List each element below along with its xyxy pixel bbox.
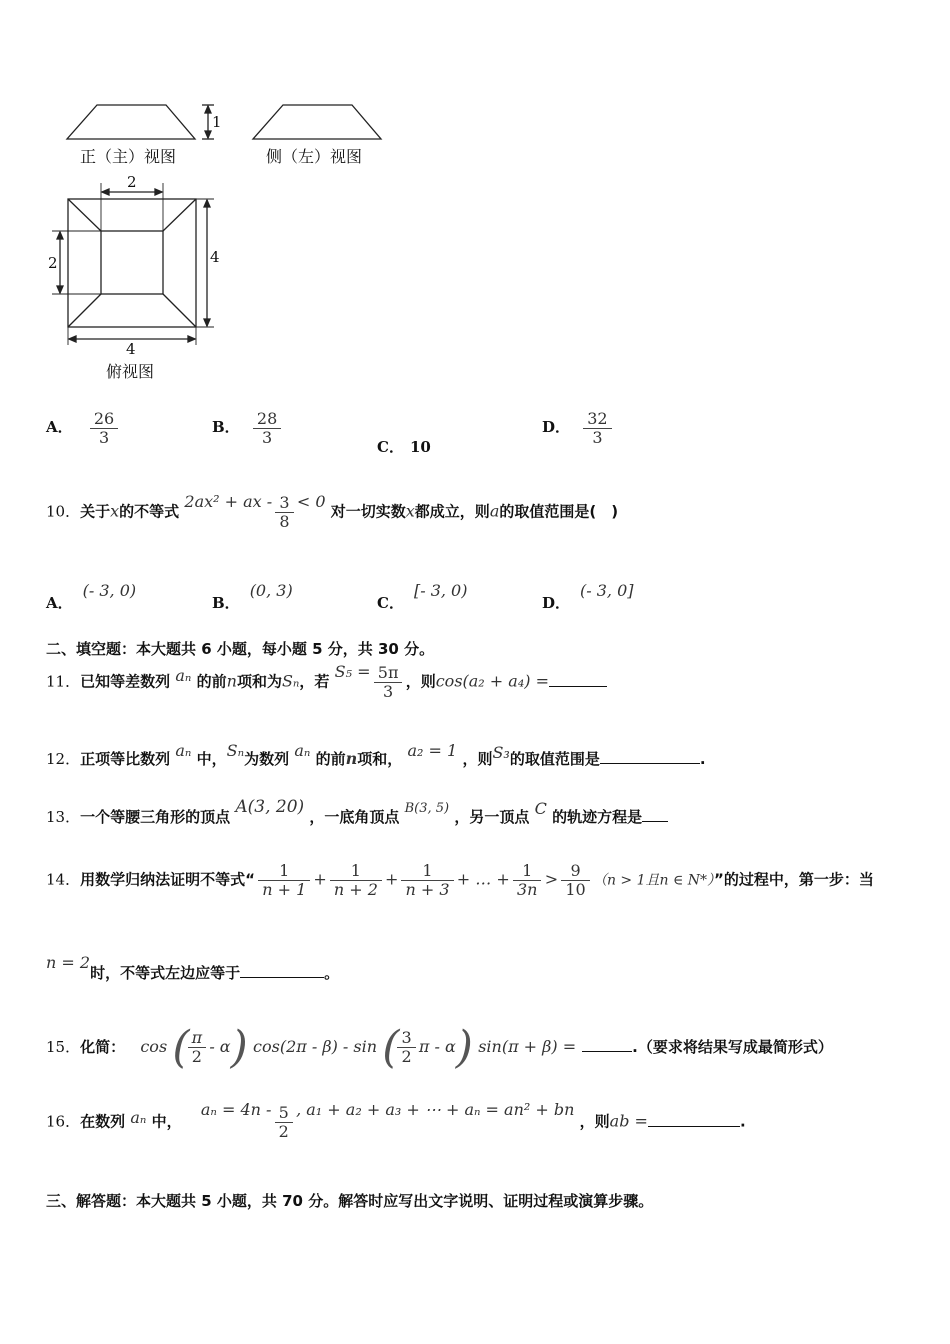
top-view-label: 俯视图	[106, 362, 155, 381]
front-view-height-label: 1	[212, 113, 222, 131]
question-15: 15．化简： cos ( $\frac{\pi}{2}$ - α) cos(2π - β) - sin ( $\frac{3}{2}$ π - α) sin(π + β) = .（要求将结果写成最简形式）	[46, 1022, 833, 1073]
front-view-label: 正（主）视图	[80, 147, 177, 166]
q12-answer-blank[interactable]	[600, 749, 700, 764]
section-2-heading: 二、填空题：本大题共 6 小题，每小题 5 分，共 30 分。	[46, 640, 435, 658]
top-view-inner-square	[101, 231, 163, 294]
question-10: 10．关于x的不等式 2ax² + ax - $\frac{3}{8}$ < 0 对一切实数x都成立，则a的取值范围是( )	[46, 491, 619, 531]
question-14: 14．用数学归纳法证明不等式“ $\frac{1}{n + 1}$ + $\frac{1}{n + 2}$ + $\frac{1}{n + 3}$ + … + $\frac{1}{3n}$ > $\frac{9}{10}$ （n > 1且n ∈ N*）”的过程中，第一步：当	[46, 861, 874, 899]
q11-answer-blank[interactable]	[549, 672, 607, 687]
q10-option-c: C．[- 3, 0)	[377, 581, 468, 612]
question-13: 13．一个等腰三角形的顶点 A(3, 20) ，一底角顶点 B(3, 5) ，另一顶点 C 的轨迹方程是	[46, 806, 668, 827]
side-view-label: 侧（左）视图	[266, 147, 363, 166]
top-width-dim-label: 2	[127, 173, 137, 191]
question-16: 16．在数列 aₙ 中， aₙ = 4n - $\frac{5}{2}$ , a₁ + a₂ + a₃ + ⋯ + aₙ = an² + bn ，则ab = .	[46, 1099, 746, 1141]
inner-height-dim-label: 2	[48, 254, 58, 272]
q9-option-b: B． $\frac{28}{3}$	[212, 410, 279, 446]
q9-option-d: D． $\frac{32}{3}$	[542, 410, 610, 446]
q15-answer-blank[interactable]	[582, 1037, 632, 1052]
q9-option-a: A． $\frac{26}{3}$	[46, 410, 116, 446]
q10-option-b: B．(0, 3)	[212, 581, 293, 612]
three-view-figure	[0, 0, 420, 390]
question-12: 12．正项等比数列 aₙ 中，Sₙ为数列 aₙ 的前n项和， a₂ = 1 ，则S₃的取值范围是 .	[46, 741, 706, 768]
outer-width-dim-label: 4	[126, 340, 136, 358]
q16-answer-blank[interactable]	[648, 1112, 740, 1127]
question-11: 11．已知等差数列 aₙ 的前n项和为Sₙ，若 S₅ = $\frac{5\pi}{3}$ ，则cos(a₂ + a₄) =	[46, 664, 607, 700]
q13-answer-blank[interactable]	[642, 807, 668, 822]
q10-option-a: A．(- 3, 0)	[46, 581, 137, 612]
front-view-trapezoid	[67, 105, 195, 139]
section-3-heading: 三、解答题：本大题共 5 小题，共 70 分。解答时应写出文字说明、证明过程或演算步骤。	[46, 1192, 654, 1210]
question-14-continued: n = 2时，不等式左边应等于 。	[46, 953, 340, 982]
q14-answer-blank[interactable]	[240, 963, 324, 978]
side-view-trapezoid	[253, 105, 381, 139]
q9-option-c: C． 10	[377, 438, 431, 456]
outer-height-dim-label: 4	[210, 248, 220, 266]
q10-option-d: D．(- 3, 0]	[542, 581, 634, 612]
